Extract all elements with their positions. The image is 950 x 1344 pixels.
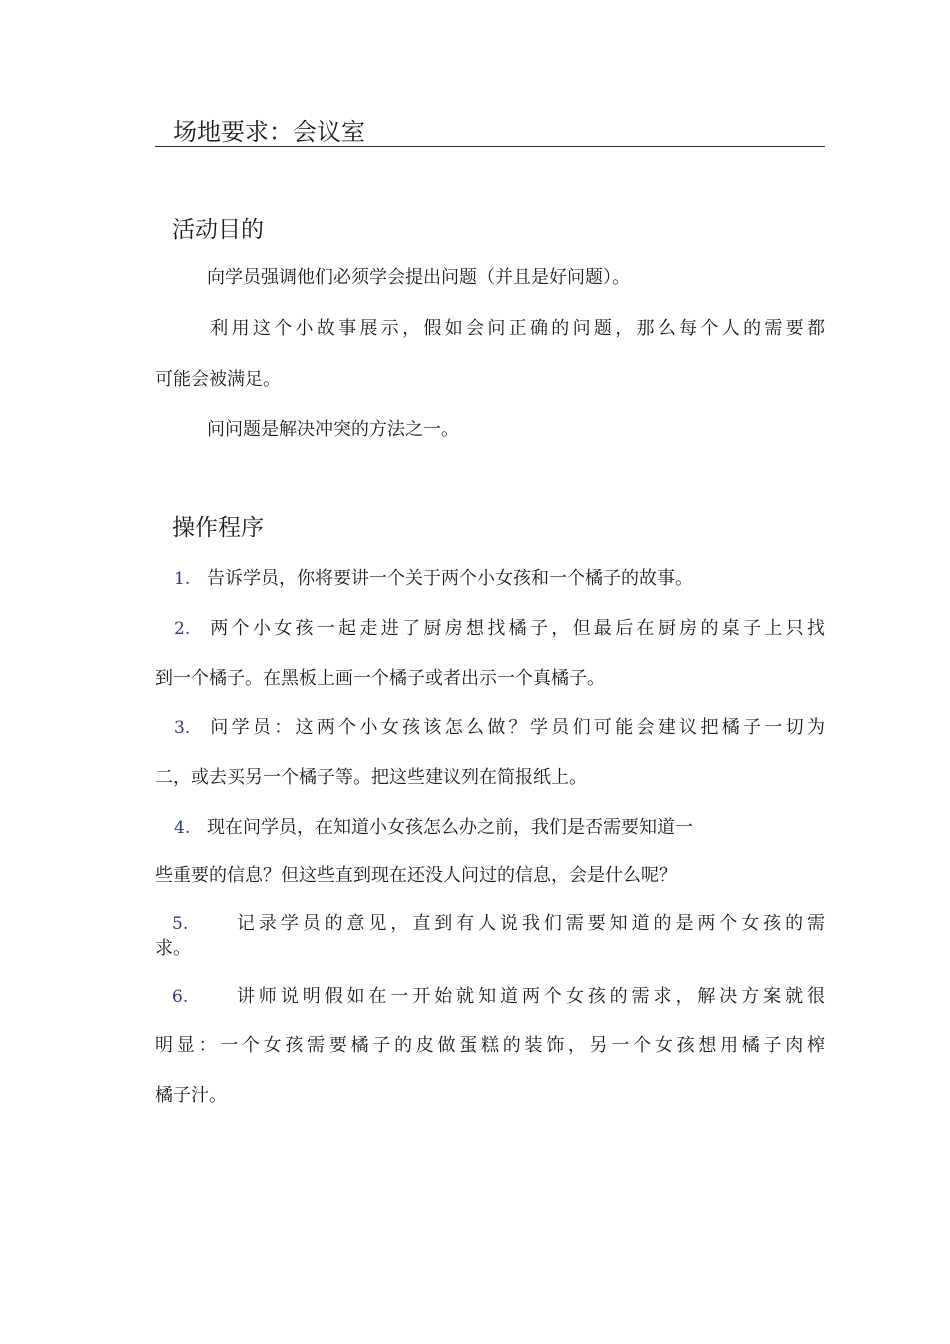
procedure-heading: 操作程序 bbox=[172, 515, 264, 541]
step-6-line-1: 6. 讲师说明假如在一开始就知道两个女孩的需求，解决方案就很 bbox=[155, 983, 825, 1011]
step-2-number: 2. bbox=[174, 619, 191, 639]
purpose-paragraph-1-line-1: 向学员强调他们必须学会提出问题（并且是好问题）。 bbox=[207, 267, 630, 288]
step-6-number: 6. bbox=[172, 987, 189, 1007]
step-3-line-1: 3. 问学员：这两个小女孩该怎么做？学员们可能会建议把橘子一切为 bbox=[155, 714, 825, 742]
step-3-line-2: 二，或去买另一个橘子等。把这些建议列在简报纸上。 bbox=[155, 767, 587, 788]
step-4-number: 4. bbox=[174, 818, 191, 838]
step-6-line-2: 明显：一个女孩需要橘子的皮做蛋糕的装饰，另一个女孩想用橘子肉榨 bbox=[155, 1035, 825, 1056]
step-1-number: 1. bbox=[174, 569, 191, 589]
step-1: 1. 告诉学员，你将要讲一个关于两个小女孩和一个橘子的故事。 bbox=[155, 565, 825, 593]
venue-underline bbox=[155, 146, 825, 147]
step-5-number: 5. bbox=[172, 914, 189, 934]
step-4-line-2: 些重要的信息？但这些直到现在还没人问过的信息，会是什么呢？ bbox=[155, 865, 677, 886]
purpose-paragraph-3: 问问题是解决冲突的方法之一。 bbox=[207, 419, 459, 440]
step-4-line-1: 4. 现在问学员，在知道小女孩怎么办之前，我们是否需要知道一 bbox=[155, 814, 825, 842]
step-6-line-3: 橘子汁。 bbox=[155, 1085, 227, 1106]
step-5-line-1: 5. 记录学员的意见，直到有人说我们需要知道的是两个女孩的需 bbox=[155, 911, 825, 937]
purpose-paragraph-2-line-1: 利用这个小故事展示，假如会问正确的问题，那么每个人的需要都 bbox=[207, 318, 825, 339]
step-2-line-2: 到一个橘子。在黑板上画一个橘子或者出示一个真橘子。 bbox=[155, 668, 605, 689]
purpose-paragraph-1 bbox=[155, 264, 825, 292]
step-3-number: 3. bbox=[174, 718, 191, 738]
step-2-line-1: 2. 两个小女孩一起走进了厨房想找橘子，但最后在厨房的桌子上只找 bbox=[155, 615, 825, 643]
step-5-line-2: 求。 bbox=[155, 938, 191, 959]
venue-requirement: 场地要求：会议室 bbox=[173, 118, 365, 146]
purpose-heading: 活动目的 bbox=[172, 217, 264, 243]
purpose-paragraph-2-line-2: 可能会被满足。 bbox=[155, 369, 281, 390]
